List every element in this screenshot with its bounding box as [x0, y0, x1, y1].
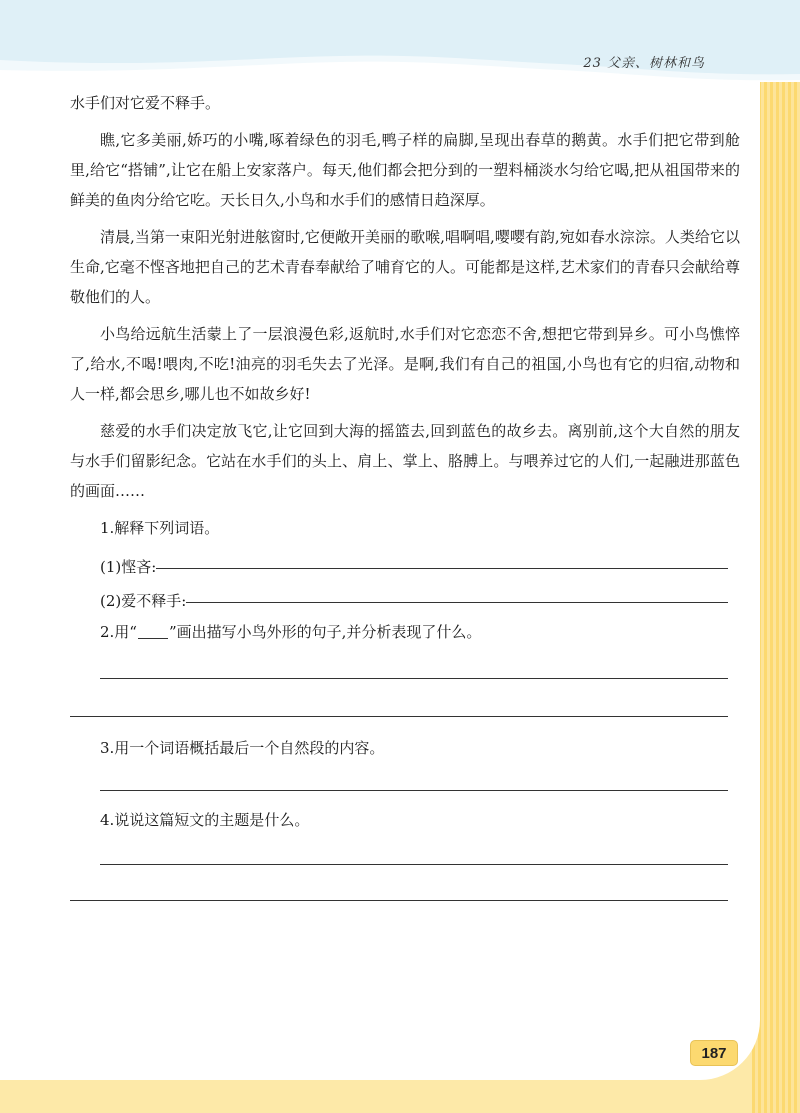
question-1b-row — [70, 577, 740, 611]
question-2-suffix: ”画出描写小鸟外形的句子,并分析表现了什么。 — [168, 623, 482, 641]
question-1a-label: (1)悭吝: — [100, 558, 157, 576]
passage-paragraph: 清晨,当第一束阳光射进舷窗时,它便敞开美丽的歌喉,唱啊唱,嘤嘤有韵,宛如春水淙淙。人类给它以生命,它毫不悭吝地把自己的艺术青春奉献给了哺育它的人。可能都是这样,艺术家们的青春只会献给尊敬他们的人。 — [70, 228, 740, 306]
question-3: 3.用一个词语概括最后一个自然段的内容。 — [100, 739, 385, 757]
passage-paragraph: 慈爱的水手们决定放飞它,让它回到大海的摇篮去,回到蓝色的故乡去。离别前,这个大自然的朋友与水手们留影纪念。它站在水手们的头上、肩上、掌上、胳膊上。与喂养过它的人们,一起融进那蓝色的画面…… — [70, 422, 740, 500]
question-4: 4.说说这篇短文的主题是什么。 — [100, 811, 310, 829]
answer-line-1b[interactable] — [186, 601, 728, 603]
answer-line-1a[interactable] — [156, 567, 728, 569]
question-1: 1.解释下列词语。 — [100, 519, 220, 537]
passage-paragraph: 瞧,它多美丽,娇巧的小嘴,啄着绿色的羽毛,鸭子样的扁脚,呈现出春草的鹅黄。水手们把它带到舱里,给它“搭铺”,让它在船上安家落户。每天,他们都会把分到的一塑料桶淡水匀给它喝,把从祖国带来的鲜美的鱼肉分给它吃。天长日久,小鸟和水手们的感情日趋深厚。 — [70, 131, 740, 209]
passage-paragraph: 水手们对它爱不释手。 — [70, 94, 221, 112]
chapter-header: 23 父亲、树林和鸟 — [583, 56, 705, 71]
passage-paragraph: 小鸟给远航生活蒙上了一层浪漫色彩,返航时,水手们对它恋恋不舍,想把它带到异乡。可小鸟憔悴了,给水,不喝!喂肉,不吃!油亮的羽毛失去了光泽。是啊,我们有自己的祖国,小鸟也有它的归宿,动物和人一样,都会思乡,哪儿也不如故乡好! — [70, 325, 740, 403]
question-1a-row — [70, 543, 740, 577]
question-2 — [70, 617, 740, 647]
page-number: 187 — [701, 1044, 727, 1062]
underline-sample — [138, 624, 168, 639]
answer-line-4b[interactable] — [70, 899, 728, 901]
question-1b-label: (2)爱不释手: — [100, 592, 187, 610]
question-2-prefix: 2.用“ — [100, 623, 137, 641]
page-number-badge — [690, 1040, 738, 1066]
page-content — [70, 88, 740, 901]
